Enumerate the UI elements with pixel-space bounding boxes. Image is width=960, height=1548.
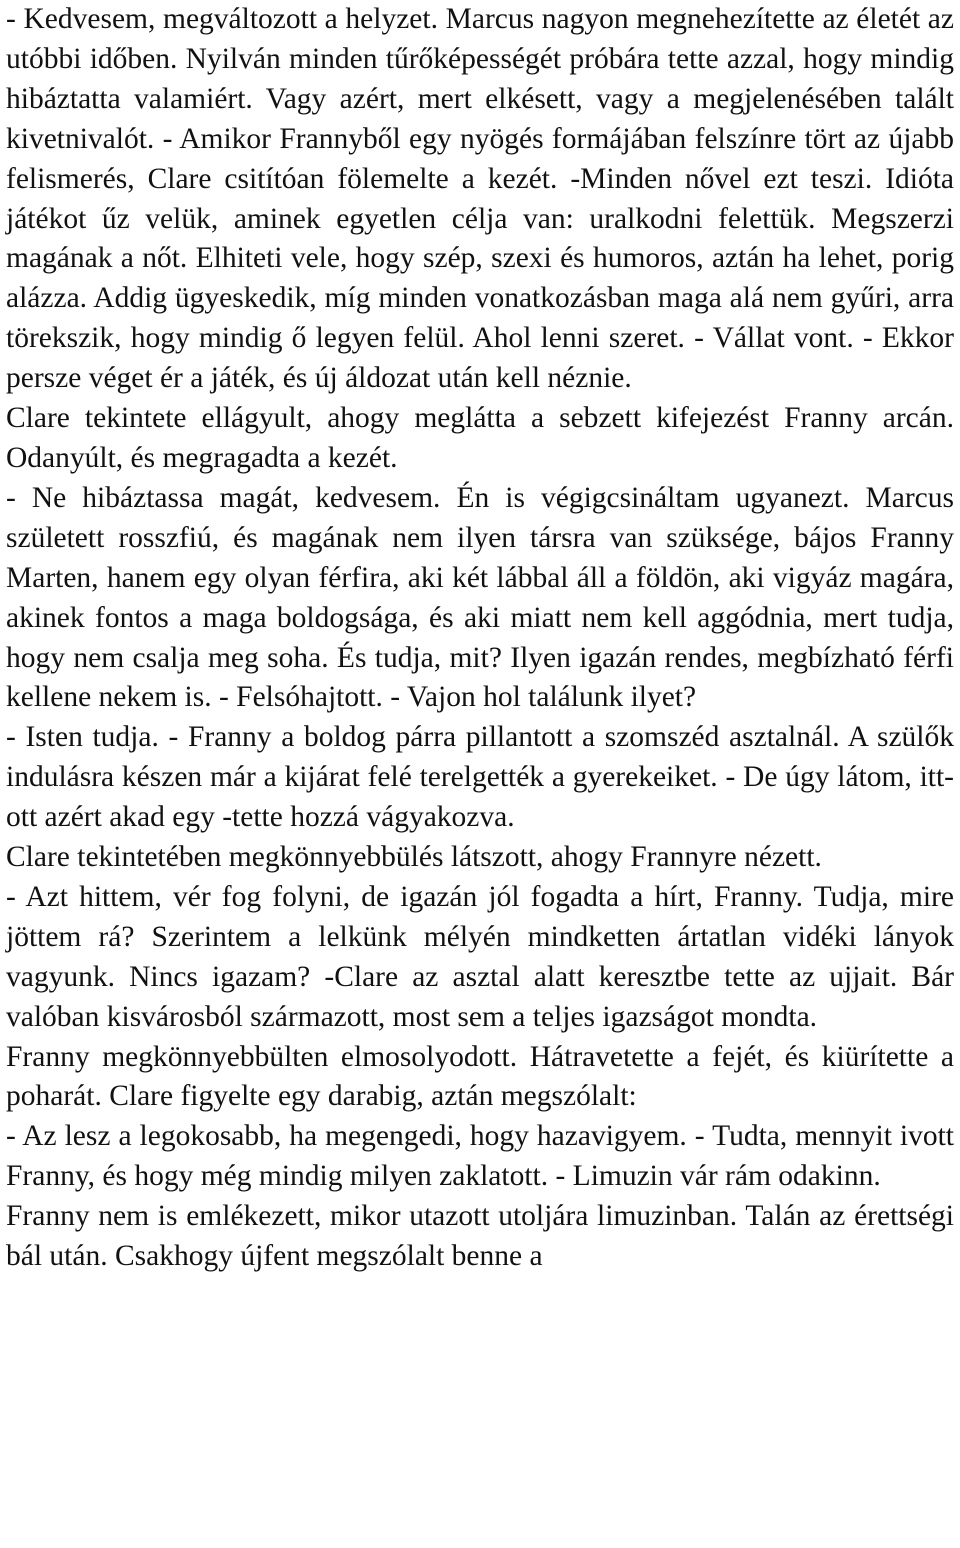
paragraph: - Isten tudja. - Franny a boldog párra pillantott a szomszéd asztalnál. A szülők indulásra készen már a kijárat felé terelgették a gyerekeiket. - De úgy látom, itt-ott azért akad egy -tette hozzá vágyakozva. [6,721,954,834]
paragraph: - Kedvesem, megváltozott a helyzet. Marcus nagyon megnehezítette az életét az utóbbi időben. Nyilván minden tűrőképességét próbára tette azzal, hogy mindig hibáztatta valamiért. Vagy azért, mert elkésett, vagy a megjelenésében talált kivetnivalót. - Amikor Frannyből egy nyögés formájában felszínre tört az újabb felismerés, Clare csitítóan fölemelte a kezét. -Minden nővel ezt teszi. Idióta játékot űz velük, aminek egyetlen célja van: uralkodni felettük. Megszerzi magának a nőt. Elhiteti vele, hogy szép, szexi és humoros, aztán ha lehet, porig alázza. Addig ügyeskedik, míg minden vonatkozásban maga alá nem gyűri, arra törekszik, hogy mindig ő legyen felül. Ahol lenni szeret. - Vállat vont. - Ekkor persze véget ér a játék, és új áldozat után kell néznie. [6,3,954,395]
paragraph: Franny nem is emlékezett, mikor utazott utoljára limuzinban. Talán az érettségi bál után. Csakhogy újfent megszólalt benne a [6,1200,954,1273]
paragraph: Clare tekintetében megkönnyebbülés látszott, ahogy Frannyre nézett. [6,841,822,874]
paragraph: - Az lesz a legokosabb, ha megengedi, hogy hazavigyem. - Tudta, mennyit ivott Franny, és hogy még mindig milyen zaklatott. - Limuzin vár rám odakinn. [6,1120,954,1193]
paragraph: Clare tekintete ellágyult, ahogy meglátta a sebzett kifejezést Franny arcán. Odanyúlt, és megragadta a kezét. [6,402,954,474]
paragraph: - Ne hibáztassa magát, kedvesem. Én is végigcsináltam ugyanezt. Marcus született rosszfiú, és magának nem ilyen társra van szüksége, bájos Franny Marten, hanem egy olyan férfira, aki két lábbal áll a földön, aki vigyáz magára, akinek fontos a maga boldogsága, és aki miatt nem kell aggódnia, mert tudja, hogy nem csalja meg soha. És tudja, mit? Ilyen igazán rendes, megbízható férfi kellene nekem is. - Felsóhajtott. - Vajon hol találunk ilyet? [6,481,954,714]
paragraph: - Azt hittem, vér fog folyni, de igazán jól fogadta a hírt, Franny. Tudja, mire jöttem rá? Szerintem a lelkünk mélyén mindketten ártatlan vidéki lányok vagyunk. Nincs igazam? -Clare az asztal alatt keresztbe tette az ujjait. Bár valóban kisvárosból származott, most sem a teljes igazságot mondta. [6,880,954,1033]
paragraph: Franny megkönnyebbülten elmosolyodott. Hátravetette a fejét, és kiürítette a poharát. Clare figyelte egy darabig, aztán megszólalt: [6,1040,954,1113]
